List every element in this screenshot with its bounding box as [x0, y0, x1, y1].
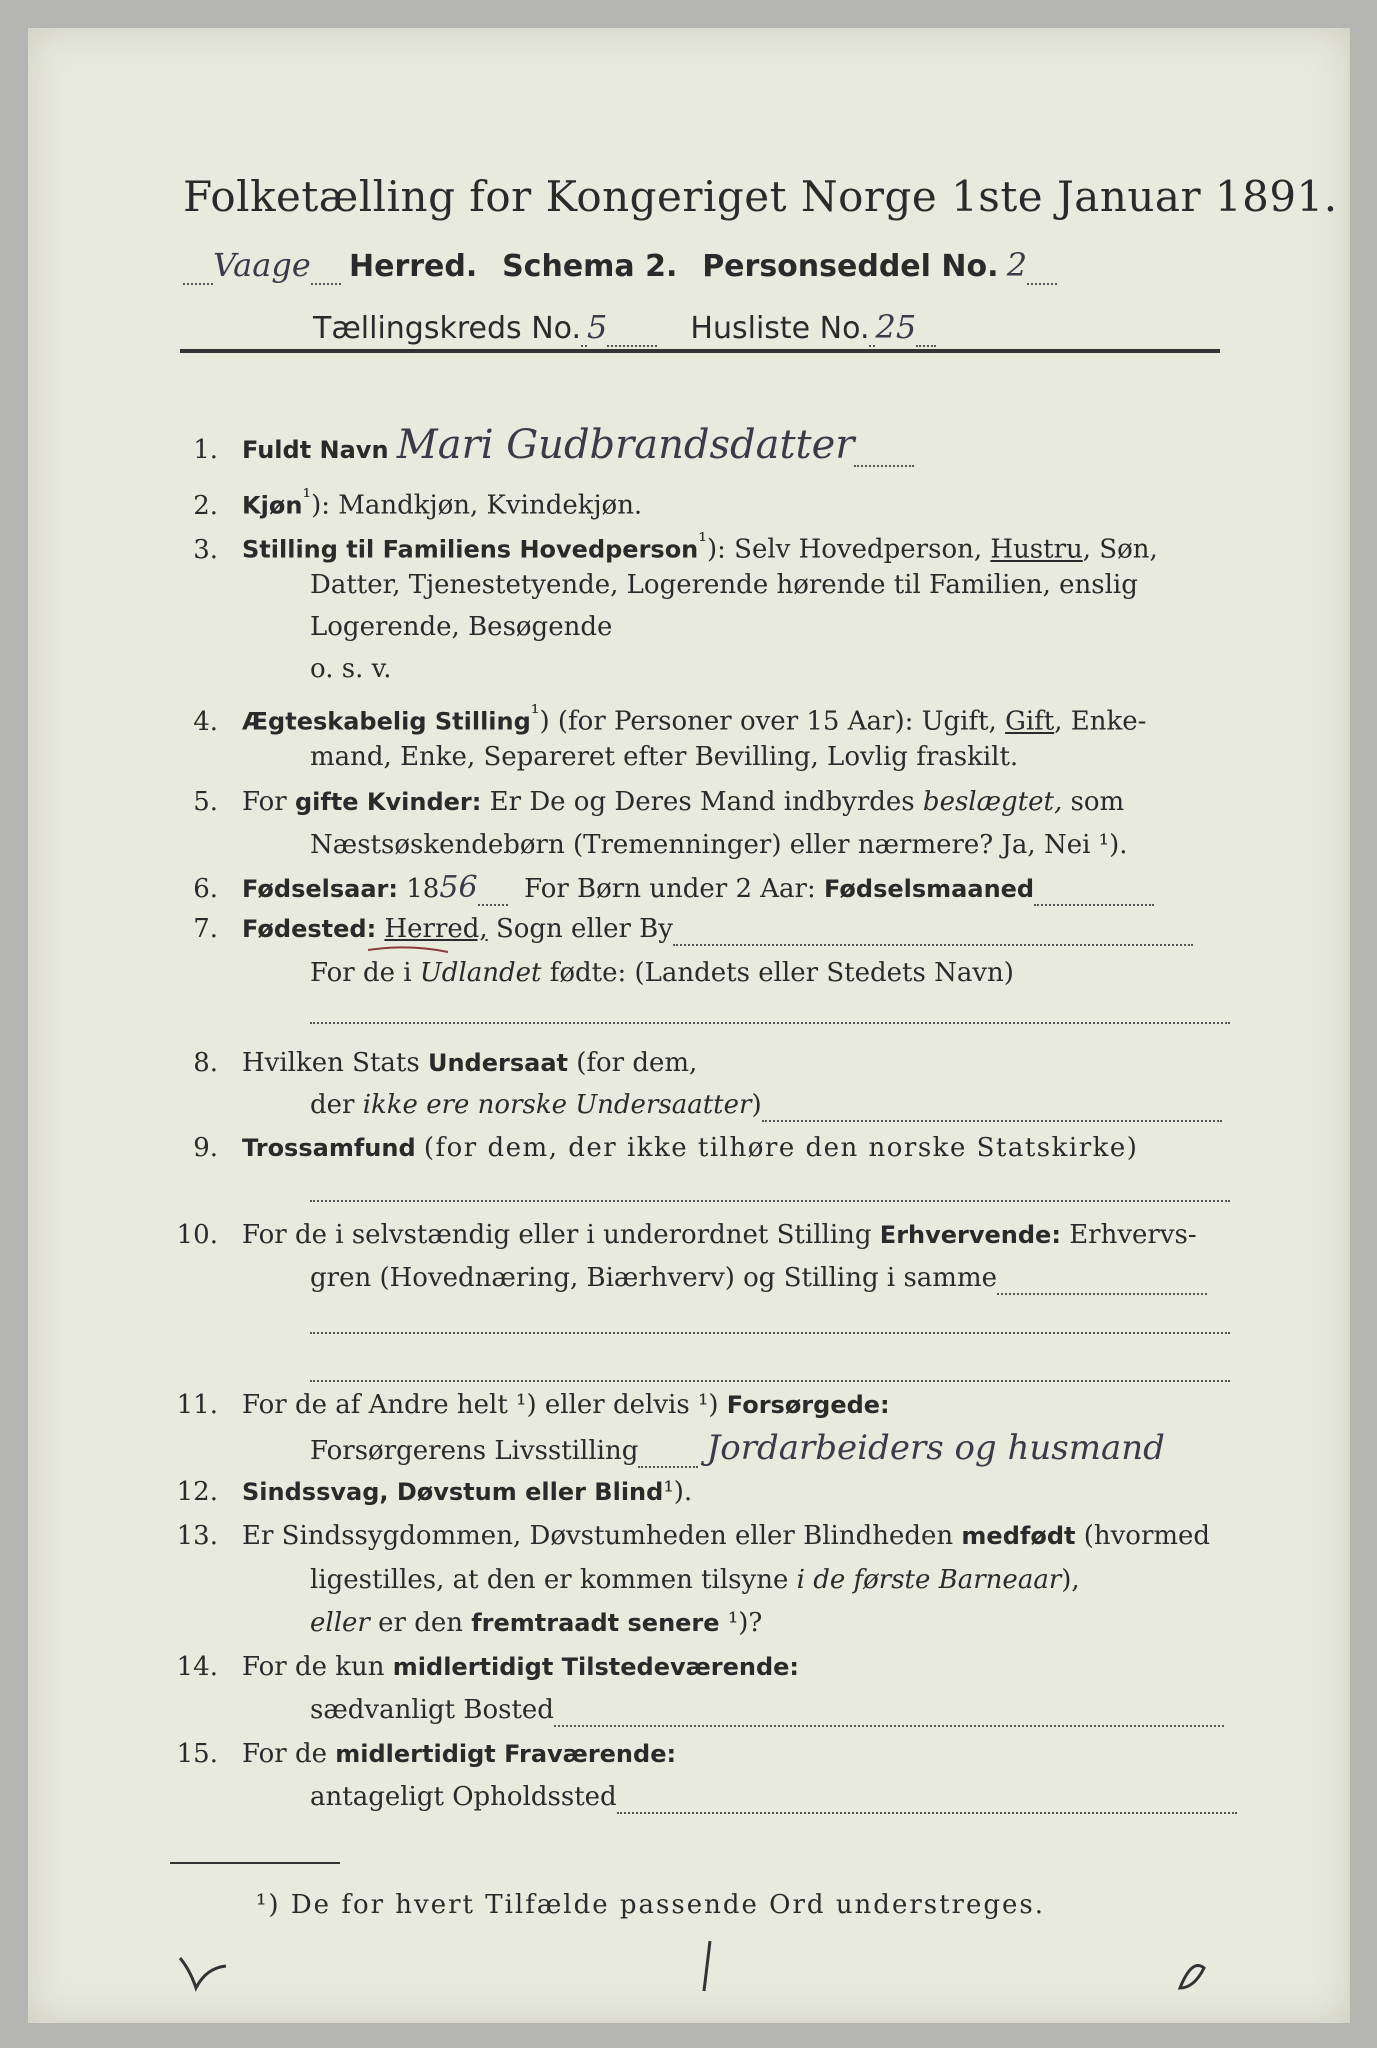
religion-text: (for dem, der ikke tilhøre den norske Statskirke)	[423, 1133, 1139, 1163]
congenital-line2-italic: i de første Barneaar	[796, 1565, 1062, 1595]
provider-occupation-label: Forsørgerens Livsstilling	[310, 1436, 639, 1466]
probable-location-label: antageligt Opholdssted	[310, 1782, 617, 1812]
item-3-line-3: Logerende, Besøgende	[310, 612, 613, 642]
full-name-label: Fuldt Navn	[242, 436, 389, 464]
temp-absent-prefix: For de	[242, 1739, 327, 1769]
marital-status-options-b: , Enke-	[1054, 706, 1147, 737]
later-onset-italic: eller	[310, 1608, 370, 1638]
footnote: ¹) De for hvert Tilfælde passende Ord understreges.	[256, 1890, 1046, 1920]
item-number: 2.	[193, 490, 218, 521]
later-onset-prefix: er den	[378, 1608, 463, 1638]
husliste-label: Husliste No.	[690, 311, 870, 346]
family-position-options-b: , Søn,	[1082, 534, 1158, 565]
item-number: 8.	[193, 1048, 218, 1078]
pen-marks	[28, 28, 1350, 2023]
footnote-mark: ¹	[698, 529, 707, 554]
congenital-line2: ligestilles, at den er kommen tilsyne	[310, 1565, 789, 1595]
occupation-label: Erhvervende:	[879, 1221, 1061, 1249]
citizenship-line2-prefix: der	[310, 1090, 355, 1120]
occupation-prefix: For de i selvstændig eller i underordnet Stilling	[242, 1220, 872, 1250]
pen-mark-right	[1180, 1966, 1204, 1989]
item-3-line-4: o. s. v.	[310, 654, 392, 684]
provider-occupation-value: Jordarbeiders og husmand	[706, 1428, 1165, 1468]
foreign-born-prefix: For de i	[310, 958, 412, 988]
item-number: 3.	[193, 534, 218, 565]
item-number: 13.	[176, 1521, 218, 1551]
birthplace-options: Sogn eller By	[495, 914, 673, 944]
birth-year-label: Fødselsaar:	[242, 875, 398, 903]
item-3-line-2: Datter, Tjenestetyende, Logerende hørende til Familien, enslig	[310, 570, 1138, 600]
later-onset-mark: ¹)?	[727, 1608, 763, 1638]
kreds-value: 5	[587, 308, 608, 346]
citizenship-line2-italic: ikke ere norske Undersaatter	[362, 1090, 752, 1120]
full-name-value: Mari Gudbrandsdatter	[396, 422, 855, 468]
religion-label: Trossamfund	[242, 1134, 416, 1162]
temp-absent-label: midlertidigt Fraværende:	[335, 1740, 677, 1768]
family-position-label: Stilling til Familiens Hovedperson	[242, 535, 699, 564]
disability-mark: ¹).	[663, 1477, 693, 1507]
herred-label: Herred.	[349, 249, 478, 284]
item-number: 12.	[176, 1477, 218, 1507]
citizenship-prefix: Hvilken Stats	[242, 1048, 420, 1078]
citizenship-line2-close: )	[751, 1090, 762, 1120]
foreign-born-italic: Udlandet	[419, 958, 542, 988]
sex-options: ): Mandkjøn, Kvindekjøn.	[311, 490, 643, 521]
birth-month-question: For Børn under 2 Aar:	[524, 874, 816, 904]
temp-present-prefix: For de kun	[242, 1652, 385, 1682]
supported-prefix: For de af Andre helt ¹) eller delvis ¹)	[242, 1390, 719, 1420]
later-onset-label: fremtraadt senere	[471, 1609, 720, 1637]
sex-label: Kjøn	[242, 491, 303, 520]
form-title: Folketælling for Kongeriget Norge 1ste Januar 1891.	[183, 172, 1338, 221]
underline-herred	[368, 947, 448, 952]
birth-year-prefix: 18	[406, 874, 440, 904]
occupation-line2: gren (Hovednæring, Biærhverv) og Stilling i samme	[310, 1263, 997, 1293]
congenital-prefix: Er Sindssygdommen, Døvstumheden eller Blindheden	[242, 1521, 954, 1551]
temp-present-label: midlertidigt Tilstedeværende:	[392, 1653, 800, 1681]
pen-mark-center	[704, 1941, 710, 1991]
birthplace-selected: Herred,	[384, 914, 488, 944]
item-number: 10.	[176, 1220, 218, 1250]
item-number: 11.	[176, 1390, 218, 1420]
schema-label: Schema 2.	[502, 249, 678, 284]
kreds-label: Tællingskreds No.	[313, 311, 581, 346]
pen-mark-left	[180, 1958, 226, 1988]
item-number: 15.	[176, 1739, 218, 1769]
item-number: 4.	[193, 706, 218, 737]
family-position-options-a: ): Selv Hovedperson,	[706, 534, 983, 565]
married-women-label: gifte Kvinder:	[294, 788, 482, 816]
item-5-italic: beslægtet,	[922, 787, 1063, 817]
birth-month-label: Fødselsmaaned	[824, 875, 1035, 903]
item-number: 7.	[193, 914, 218, 944]
congenital-line2-close: ),	[1061, 1565, 1080, 1595]
congenital-tail: (hvormed	[1083, 1521, 1211, 1551]
marital-status-label: Ægteskabelig Stilling	[242, 707, 531, 736]
congenital-label: medfødt	[961, 1522, 1076, 1550]
personseddel-value: 2	[1006, 246, 1028, 284]
disability-label: Sindssvag, Døvstum eller Blind	[242, 1478, 664, 1506]
marital-status-selected: Gift	[1005, 706, 1055, 737]
item-5-tail: som	[1070, 787, 1125, 817]
personseddel-label: Personseddel No.	[702, 249, 999, 284]
foreign-born-text: fødte: (Landets eller Stedets Navn)	[549, 958, 1014, 988]
herred-value: Vaage	[213, 246, 311, 284]
item-number: 6.	[193, 874, 218, 904]
birth-year-value: 56	[439, 870, 478, 905]
occupation-tail: Erhvervs-	[1069, 1220, 1197, 1250]
usual-residence-label: sædvanligt Bosted	[310, 1695, 554, 1725]
item-number: 14.	[176, 1652, 218, 1682]
item-number: 1.	[193, 435, 218, 465]
citizenship-label: Undersaat	[427, 1049, 568, 1077]
husliste-value: 25	[875, 308, 917, 346]
item-5-line-2: Næstsøskendebørn (Tremenninger) eller nærmere? Ja, Nei ¹).	[310, 830, 1128, 860]
item-number: 5.	[193, 787, 218, 817]
marital-status-options-a: ) (for Personer over 15 Aar): Ugift,	[539, 706, 997, 737]
footnote-mark: ¹	[530, 701, 540, 726]
item-4-line-2: mand, Enke, Separeret efter Bevilling, Lovlig fraskilt.	[310, 742, 1019, 772]
census-form-sheet	[28, 28, 1350, 2023]
item-5-question: Er De og Deres Mand indbyrdes	[489, 787, 915, 817]
item-number: 9.	[193, 1133, 218, 1163]
birthplace-label: Fødested:	[242, 915, 377, 943]
citizenship-text: (for dem,	[576, 1048, 698, 1078]
item-5-prefix: For	[242, 787, 287, 817]
family-position-selected: Hustru	[990, 534, 1083, 565]
supported-label: Forsørgede:	[726, 1391, 890, 1419]
footnote-mark: ¹	[302, 485, 312, 510]
